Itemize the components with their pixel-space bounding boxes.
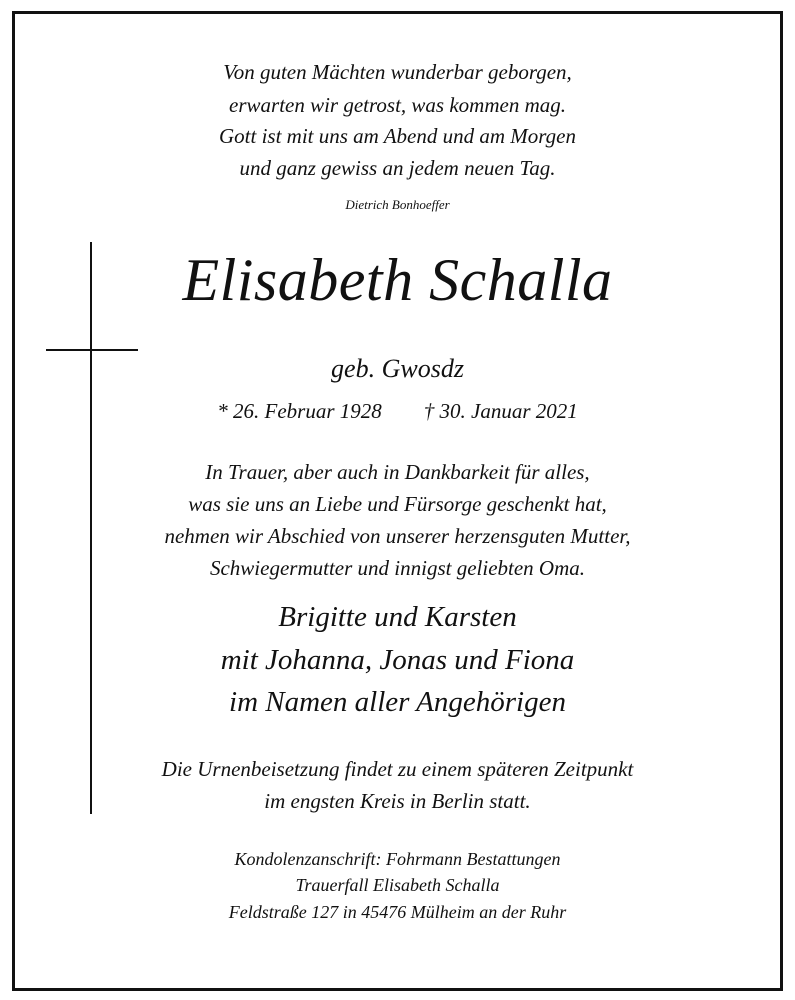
poem-author: Dietrich Bonhoeffer: [345, 197, 450, 212]
burial-note-line: im engsten Kreis in Berlin statt.: [264, 789, 531, 813]
mourning-text-line: Schwiegermutter und innigst geliebten Oma.: [209, 556, 586, 580]
poem-line: Gott ist mit uns am Abend und am Morgen: [219, 124, 576, 148]
maiden-name: geb. Gwosdz: [331, 354, 464, 383]
mourning-text-line: In Trauer, aber auch in Dankbarkeit für alles,: [205, 460, 590, 484]
condolence-address-line: Kondolenzanschrift: Fohrmann Bestattungen: [234, 849, 561, 869]
birth-date: * 26. Februar 1928: [217, 399, 382, 423]
cross-icon-bar: [46, 349, 138, 351]
poem-line: erwarten wir getrost, was kommen mag.: [229, 93, 566, 117]
death-date: † 30. Januar 2021: [423, 399, 578, 423]
poem-line: Von guten Mächten wunderbar geborgen,: [223, 60, 572, 84]
mourning-text-line: nehmen wir Abschied von unserer herzensguten Mutter,: [164, 524, 631, 548]
poem-line: und ganz gewiss an jedem neuen Tag.: [239, 156, 556, 180]
family-line: mit Johanna, Jonas und Fiona: [220, 644, 575, 676]
condolence-address-line: Feldstraße 127 in 45476 Mülheim an der Ruhr: [228, 902, 567, 922]
family-line: im Namen aller Angehörigen: [229, 686, 566, 718]
condolence-address-line: Trauerfall Elisabeth Schalla: [295, 875, 500, 895]
life-dates: [0, 399, 795, 424]
family-line: Brigitte und Karsten: [278, 601, 517, 633]
mourning-text-line: was sie uns an Liebe und Fürsorge geschenkt hat,: [188, 492, 607, 516]
burial-note-line: Die Urnenbeisetzung findet zu einem späteren Zeitpunkt: [161, 757, 634, 781]
deceased-name: Elisabeth Schalla: [182, 247, 613, 313]
